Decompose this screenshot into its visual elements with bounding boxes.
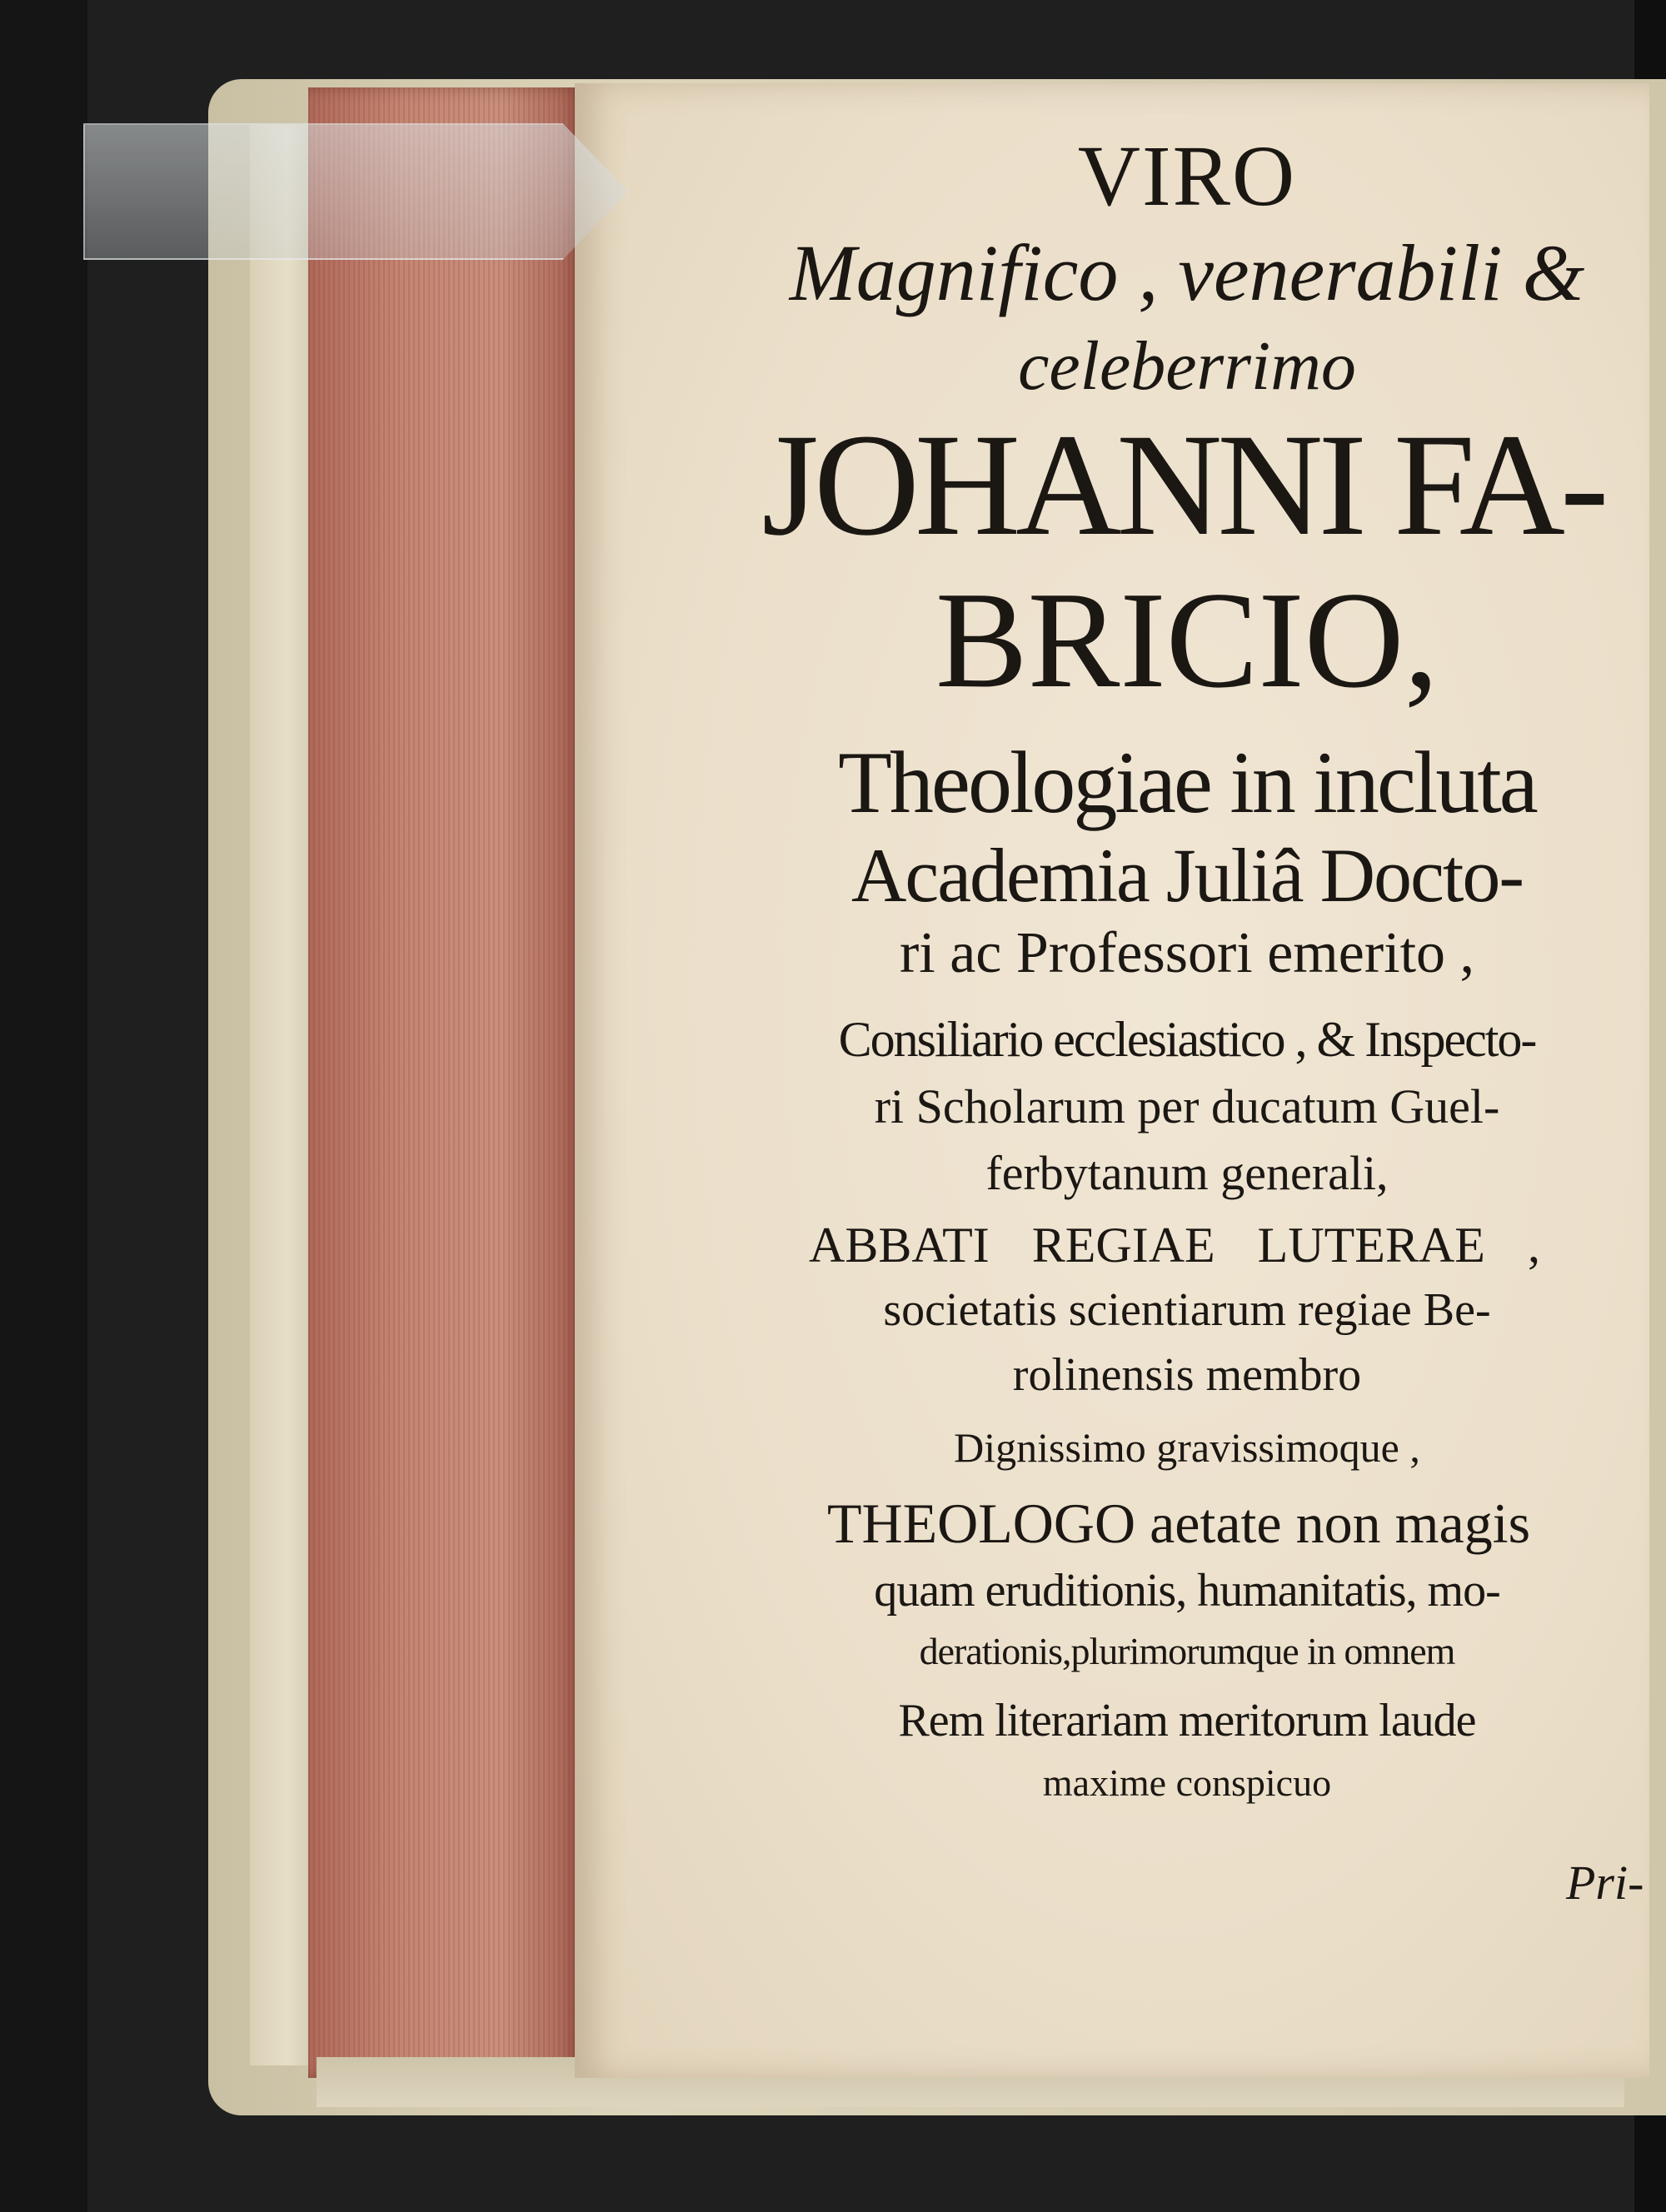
left-dark-band (0, 0, 87, 2212)
line-theologiae: Theologiae in incluta (838, 734, 1536, 831)
dedication-text (725, 128, 1649, 1866)
line-maxime: maxime conspicuo (1042, 1761, 1332, 1804)
line-magnifico: Magnifico , venerabili & (789, 228, 1585, 317)
line-abbati: ABBATI REGIAE LUTERAE , (809, 1218, 1540, 1273)
line-derationis: derationis,plurimorumque in omnem (919, 1630, 1455, 1672)
line-scholarum: ri Scholarum per ducatum Guel- (874, 1079, 1500, 1133)
line-viro: VIRO (1077, 128, 1297, 224)
line-rem-literariam: Rem literariam meritorum laude (898, 1695, 1476, 1746)
line-theologo: THEOLOGO aetate non magis (826, 1492, 1531, 1555)
line-consiliario: Consiliario ecclesiastico , & Inspecto- (838, 1012, 1536, 1067)
line-academia: Academia Juliâ Docto- (850, 833, 1524, 918)
line-eruditionis: quam eruditionis, humanitatis, mo- (874, 1565, 1500, 1617)
line-celeberrimo: celeberrimo (1018, 327, 1356, 405)
line-bricio: BRICIO, (935, 563, 1439, 716)
line-johanni: JOHANNI FA- (761, 404, 1604, 566)
line-dignissimo: Dignissimo gravissimoque , (954, 1424, 1420, 1471)
catchword: Pri- (1566, 1856, 1644, 1910)
bookmark-tab (83, 123, 628, 260)
line-societatis: societatis scientiarum regiae Be- (883, 1284, 1491, 1336)
red-page-edges (308, 87, 583, 2078)
line-rolinensis: rolinensis membro (1012, 1349, 1362, 1401)
line-professori: ri ac Professori emerito , (899, 921, 1475, 985)
line-ferbytanum: ferbytanum generali, (985, 1146, 1389, 1200)
